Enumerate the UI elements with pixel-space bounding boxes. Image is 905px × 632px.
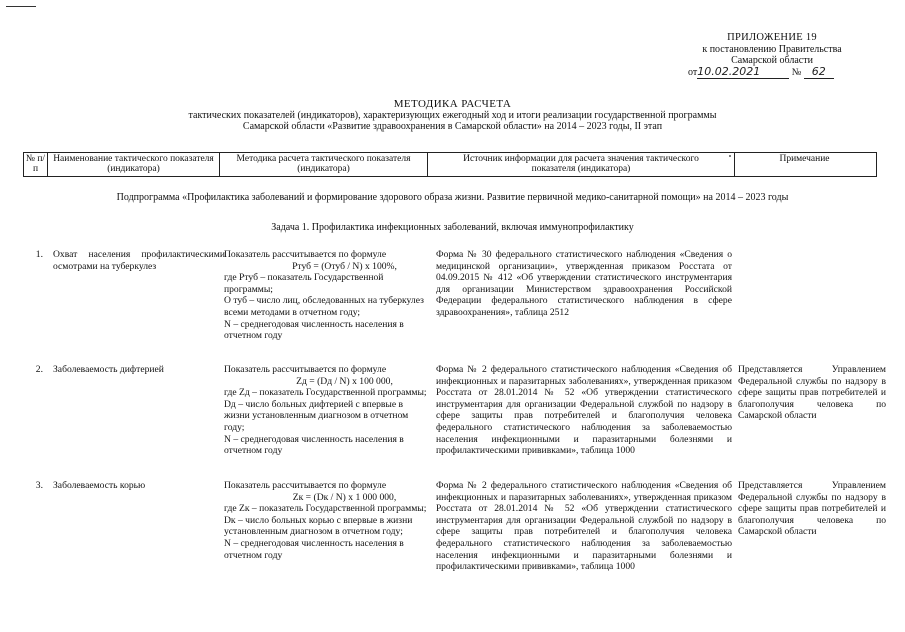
document-title: МЕТОДИКА РАСЧЕТА bbox=[393, 98, 512, 110]
row-number: 1. bbox=[35, 249, 43, 260]
header-method: Методика расчета тактического показателя (индикатора) bbox=[220, 153, 428, 176]
row-note: Представляется Управлением Федеральной службы по надзору в сфере защиты прав потребителей и благополучия человека по Самарской области bbox=[738, 480, 886, 538]
appendix-line2: к постановлению Правительства bbox=[702, 43, 842, 55]
appendix-block bbox=[662, 32, 882, 67]
method-formula: Pтуб = (Oтуб / N) х 100%, bbox=[292, 260, 397, 272]
subprogram-heading: Подпрограмма «Профилактика заболеваний и формирование здорового образа жизни. Развитие первичной медико-санитарной помощи» на 2014 – 2023 годы bbox=[116, 192, 789, 203]
table-header bbox=[23, 152, 877, 177]
appendix-line3: Самарской области bbox=[731, 55, 813, 66]
row-number: 2. bbox=[35, 364, 43, 375]
scan-mark bbox=[6, 6, 36, 7]
document-subtitle bbox=[100, 110, 805, 132]
document-subtitle-line2: Самарской области «Развитие здравоохранения в Самарской области» на 2014 – 2023 годы, II этап bbox=[242, 121, 663, 132]
method-definition: Dд – число больных дифтерией с впервые в жизни установленным диагнозом в отчетном году; bbox=[224, 398, 409, 433]
method-intro: Показатель рассчитывается по формуле bbox=[224, 480, 387, 491]
method-definition: где Zк – показатель Государственной программы; bbox=[224, 503, 427, 515]
method-definition: N – среднегодовая численность населения в отчетном году bbox=[224, 433, 404, 457]
decree-from-label: от bbox=[688, 67, 698, 78]
method-definition: N – среднегодовая численность населения в отчетном году bbox=[224, 318, 404, 342]
method-definition: O туб – число лиц, обследованных на туберкулез всеми методами в отчетном году; bbox=[224, 295, 424, 318]
method-definition: N – среднегодовая численность населения в отчетном году bbox=[224, 537, 404, 561]
decree-number: 62 bbox=[811, 65, 826, 78]
method-formula: Zк = (Dк / N) х 1 000 000, bbox=[292, 491, 397, 503]
method-definition: Dк – число больных корью с впервые в жизни установленным диагнозом в отчетном году; bbox=[224, 514, 413, 538]
scan-dot bbox=[729, 155, 731, 157]
appendix-title: ПРИЛОЖЕНИЕ 19 bbox=[727, 32, 817, 43]
row-indicator-name: Заболеваемость корью bbox=[53, 480, 146, 491]
method-intro: Показатель рассчитывается по формуле bbox=[224, 364, 387, 375]
row-indicator-name: Заболеваемость дифтерией bbox=[53, 364, 164, 375]
document-subtitle-line1: тактических показателей (индикаторов), характеризующих ежегодный ход и итоги реализации государственной программы bbox=[188, 110, 717, 121]
method-intro: Показатель рассчитывается по формуле bbox=[224, 249, 387, 260]
method-formula: Zд = (Dд / N) х 100 000, bbox=[296, 375, 393, 387]
row-source: Форма № 2 федерального статистического наблюдения «Сведения об инфекционных и паразитарных заболеваниях», утвержденная приказом Росстата от 28.01.2014 № 52 «Об утверждении статистического инструментария для организации Федеральной службой по надзору в сфере защиты прав потребителей и благополучия человека федерального статистического наблюдения за заболеваемостью населения инфекционными и паразитарными болезнями и профилактическими прививками», таблица 1000 bbox=[436, 364, 732, 457]
decree-number-label: № bbox=[791, 67, 802, 78]
header-number: № п/п bbox=[24, 153, 48, 176]
row-method bbox=[224, 480, 427, 561]
row-source: Форма № 2 федерального статистического наблюдения «Сведения об инфекционных и паразитарных заболеваниях», утвержденная приказом Росстата от 28.01.2014 № 52 «Об утверждении статистического инструментария для организации Федеральной службой по надзору в сфере защиты прав потребителей и благополучия человека федерального статистического наблюдения за заболеваемостью населения инфекционными и паразитарными болезнями и профилактическими прививками», таблица 1000 bbox=[436, 480, 732, 573]
row-source: Форма № 30 федерального статистического наблюдения «Сведения о медицинской организации», утвержденная приказом Росстата от 04.09.2015 № 412 «Об утверждении статистического инструментария для организации Министерством здравоохранения Российской Федерации федерального статистического наблюдения в сфере здравоохранения», таблица 2512 bbox=[436, 249, 732, 318]
row-note: Представляется Управлением Федеральной службы по надзору в сфере защиты прав потребителей и благополучия человека по Самарской области bbox=[738, 364, 886, 422]
method-definition: где Zд – показатель Государственной программы; bbox=[224, 387, 427, 399]
decree-date: 10.02.2021 bbox=[697, 65, 761, 78]
header-source: Источник информации для расчета значения тактического показателя (индикатора) bbox=[428, 153, 735, 176]
method-definition: где Pтуб – показатель Государственной программы; bbox=[224, 272, 384, 295]
task-heading: Задача 1. Профилактика инфекционных заболеваний, включая иммунопрофилактику bbox=[271, 222, 634, 233]
row-indicator-name: Охват населения профилактическими осмотрами на туберкулез bbox=[53, 249, 225, 272]
row-number: 3. bbox=[35, 480, 43, 491]
row-method bbox=[224, 364, 427, 457]
header-indicator-name: Наименование тактического показателя (индикатора) bbox=[48, 153, 220, 176]
header-note: Примечание bbox=[779, 154, 830, 164]
decree-date-number bbox=[688, 66, 834, 79]
row-method bbox=[224, 249, 427, 342]
